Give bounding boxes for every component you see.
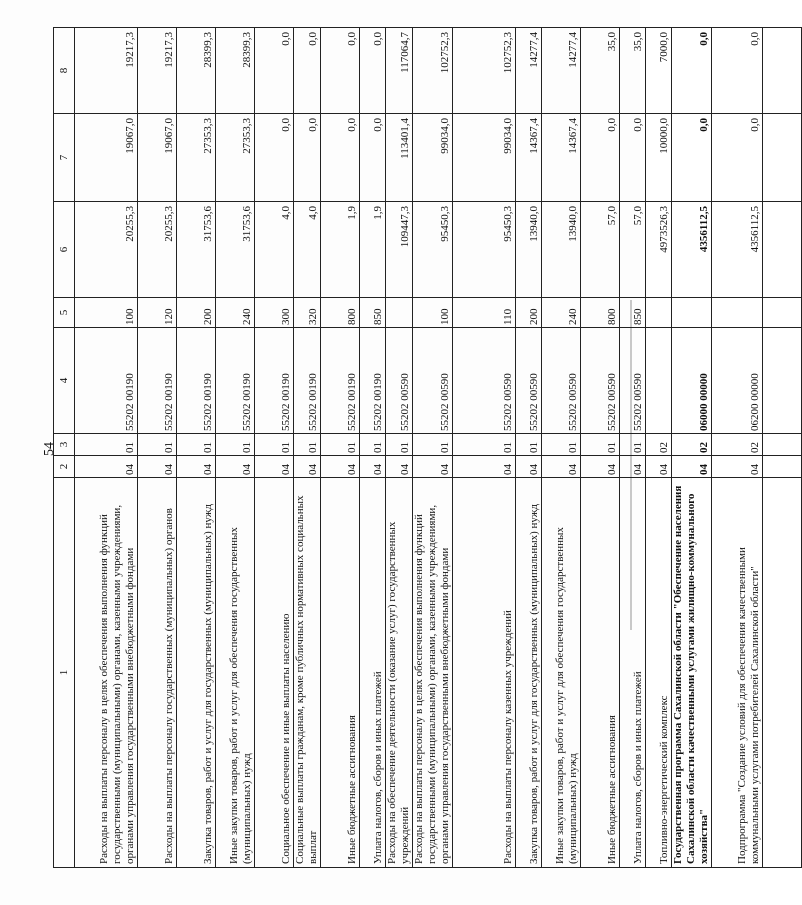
cell-expense-type [386,298,413,328]
cell-expense-type: 850 [620,298,646,328]
cell-col6: 13940,0 [516,202,542,298]
cell-col7: 99034,0 [413,114,453,202]
header-cell: 8 [54,28,75,114]
cell-col7: 99034,0 [453,114,516,202]
cell-col8: 14277,4 [542,28,581,114]
cell-col8: 35,0 [620,28,646,114]
cell-col6: 57,0 [581,202,620,298]
cell-target-code: 55202 00190 [321,328,360,434]
header-cell: 5 [54,298,75,328]
cell-col6 [763,202,802,298]
table-row [542,28,581,868]
cell-col7: 14367,4 [542,114,581,202]
cell-subsection: 01 [321,434,360,456]
cell-col7: 0,0 [294,114,321,202]
cell-subsection: 01 [294,434,321,456]
cell-col6: 109447,3 [386,202,413,298]
cell-col7: 0,0 [672,114,712,202]
cell-col6: 4356112,5 [672,202,712,298]
cell-subsection: 01 [413,434,453,456]
cell-section: 04 [360,456,386,478]
cell-col6: 57,0 [620,202,646,298]
budget-table [53,27,802,868]
cell-col8: 0,0 [294,28,321,114]
cell-subsection: 01 [138,434,177,456]
cell-section: 04 [75,456,138,478]
table-row [255,28,294,868]
cell-subsection [763,434,802,456]
cell-col8: 0,0 [255,28,294,114]
cell-col7: 0,0 [581,114,620,202]
cell-target-code: 55202 00190 [177,328,216,434]
table-row [646,28,672,868]
cell-col7: 0,0 [620,114,646,202]
cell-name: Иные закупки товаров, работ и услуг для обеспечения государственных (муниципальных) нужд [216,478,255,868]
cell-name: Социальное обеспечение и иные выплаты населению [255,478,294,868]
cell-target-code: 55202 00190 [255,328,294,434]
cell-col8: 0,0 [712,28,763,114]
cell-col8: 7000,0 [646,28,672,114]
cell-subsection: 01 [516,434,542,456]
cell-section: 04 [672,456,712,478]
cell-section: 04 [177,456,216,478]
cell-target-code: 06200 00000 [712,328,763,434]
cell-section: 04 [255,456,294,478]
table-row [581,28,620,868]
cell-col7: 10000,0 [646,114,672,202]
cell-expense-type: 240 [542,298,581,328]
cell-subsection: 01 [255,434,294,456]
cell-col6: 31753,6 [177,202,216,298]
cell-col8: 0,0 [321,28,360,114]
cell-col6: 1,9 [321,202,360,298]
cell-col7: 19067,0 [138,114,177,202]
cell-col8: 117064,7 [386,28,413,114]
header-cell: 7 [54,114,75,202]
cell-section: 04 [386,456,413,478]
header-cell: 2 [54,456,75,478]
cell-target-code: 55202 00590 [413,328,453,434]
cell-name: Расходы на выплаты персоналу казенных учреждений [453,478,516,868]
cell-expense-type [712,298,763,328]
cell-col7: 0,0 [712,114,763,202]
cell-expense-type: 100 [413,298,453,328]
table-row [712,28,763,868]
cell-col8: 28399,3 [216,28,255,114]
cell-name: Уплата налогов, сборов и иных платежей [360,478,386,868]
cell-expense-type: 800 [581,298,620,328]
cell-subsection: 01 [386,434,413,456]
rotated-table-container [53,28,761,868]
cell-expense-type [646,298,672,328]
cell-expense-type: 300 [255,298,294,328]
cell-col7: 0,0 [321,114,360,202]
cell-section: 04 [294,456,321,478]
cell-name: Иные бюджетные ассигнования [581,478,620,868]
cell-section [763,456,802,478]
cell-col6: 4356112,5 [712,202,763,298]
cell-section: 04 [581,456,620,478]
cell-target-code: 55202 00590 [516,328,542,434]
header-cell: 6 [54,202,75,298]
cell-target-code: 55202 00590 [386,328,413,434]
table-row [294,28,321,868]
cell-col6: 31753,6 [216,202,255,298]
table-row [453,28,516,868]
cell-name: Уплата налогов, сборов и иных платежей [620,478,646,868]
cell-col8 [763,28,802,114]
cell-name: Подпрограмма "Создание условий для обеспечения качественными коммунальными услугами потребителей Сахалинской области" [712,478,763,868]
cell-target-code: 55202 00190 [360,328,386,434]
cell-name: Государственная программа Сахалинской области "Обеспечение населения Сахалинской области качественными услугами жилищно-коммунального хозяйства" [672,478,712,868]
table-row [216,28,255,868]
table-row-section-total [672,28,712,868]
cell-subsection: 01 [542,434,581,456]
cell-target-code: 55202 00590 [453,328,516,434]
cell-expense-type: 100 [75,298,138,328]
cell-col7: 27353,3 [216,114,255,202]
cell-col8: 14277,4 [516,28,542,114]
cell-name: Топливно-энергетический комплекс [646,478,672,868]
cell-subsection: 01 [581,434,620,456]
table-row [138,28,177,868]
cell-name: Иные закупки товаров, работ и услуг для обеспечения государственных (муниципальных) нужд [542,478,581,868]
cell-col6: 4,0 [255,202,294,298]
cell-target-code: 55202 00190 [75,328,138,434]
cell-name: Закупка товаров, работ и услуг для государственных (муниципальных) нужд [516,478,542,868]
cell-name: Расходы на обеспечение деятельности (оказание услуг) государственных учреждений [386,478,413,868]
cell-section: 04 [542,456,581,478]
cell-section: 04 [620,456,646,478]
cell-col8: 102752,3 [413,28,453,114]
cell-name: Иные бюджетные ассигнования [321,478,360,868]
cell-col8: 19217,3 [138,28,177,114]
cell-subsection: 01 [216,434,255,456]
table-row [360,28,386,868]
cell-col7: 113401,4 [386,114,413,202]
cell-expense-type: 200 [516,298,542,328]
cell-expense-type: 120 [138,298,177,328]
cell-col6: 4973526,3 [646,202,672,298]
cell-target-code [763,328,802,434]
cell-col7: 0,0 [255,114,294,202]
cell-col8: 0,0 [360,28,386,114]
cell-section: 04 [321,456,360,478]
cell-target-code: 06000 00000 [672,328,712,434]
cell-col6: 20255,3 [75,202,138,298]
cell-subsection: 02 [712,434,763,456]
cell-col8: 102752,3 [453,28,516,114]
cell-subsection: 01 [620,434,646,456]
cell-name: Расходы на выплаты персоналу в целях обеспечения выполнения функций государственными (муниципальными) органами, казенными учреждениями, органами управления государственными внебюджетными фондами [413,478,453,868]
cell-expense-type: 200 [177,298,216,328]
page-number: 54 [42,442,57,456]
cell-col7: 19067,0 [75,114,138,202]
table-row [75,28,138,868]
cell-section: 04 [646,456,672,478]
cell-name: Расходы на выплаты персоналу государственных (муниципальных) органов [138,478,177,868]
table-row [763,28,802,868]
cell-expense-type: 800 [321,298,360,328]
cell-section: 04 [138,456,177,478]
header-cell: 1 [54,478,75,868]
cell-subsection: 01 [177,434,216,456]
table-row [413,28,453,868]
cell-target-code [646,328,672,434]
cell-target-code: 55202 00190 [216,328,255,434]
table-row [516,28,542,868]
cell-section: 04 [516,456,542,478]
table-row [620,28,646,868]
cell-target-code: 55202 00590 [542,328,581,434]
cell-col8: 0,0 [672,28,712,114]
cell-subsection: 01 [453,434,516,456]
cell-section: 04 [712,456,763,478]
header-cell: 3 [54,434,75,456]
table-row [177,28,216,868]
cell-target-code: 55202 00190 [294,328,321,434]
cell-col7: 27353,3 [177,114,216,202]
cell-expense-type: 850 [360,298,386,328]
cell-target-code: 55202 00190 [138,328,177,434]
cell-expense-type: 320 [294,298,321,328]
cell-col8: 35,0 [581,28,620,114]
cell-col8: 19217,3 [75,28,138,114]
cell-name: Расходы на выплаты персоналу в целях обеспечения выполнения функций государственными (муниципальными) органами, казенными учреждениями, органами управления государственными внебюджетными фондами [75,478,138,868]
cell-expense-type [672,298,712,328]
cell-col6: 4,0 [294,202,321,298]
cell-subsection: 01 [75,434,138,456]
cell-col6: 20255,3 [138,202,177,298]
cell-col7 [763,114,802,202]
cell-subsection: 02 [672,434,712,456]
cell-name: Закупка товаров, работ и услуг для государственных (муниципальных) нужд [177,478,216,868]
cell-col6: 95450,3 [453,202,516,298]
cell-name [763,478,802,868]
cell-col7: 0,0 [360,114,386,202]
cell-target-code: 55202 00590 [581,328,620,434]
table-row [386,28,413,868]
cell-expense-type: 240 [216,298,255,328]
cell-section: 04 [453,456,516,478]
cell-col6: 95450,3 [413,202,453,298]
header-row [54,28,75,868]
cell-col6: 13940,0 [542,202,581,298]
cell-expense-type [763,298,802,328]
cell-col7: 14367,4 [516,114,542,202]
cell-col6: 1,9 [360,202,386,298]
cell-expense-type: 110 [453,298,516,328]
cell-subsection: 01 [360,434,386,456]
cell-col8: 28399,3 [177,28,216,114]
header-cell: 4 [54,328,75,434]
cell-target-code: 55202 00590 [620,328,646,434]
cell-name: Социальные выплаты гражданам, кроме публичных нормативных социальных выплат [294,478,321,868]
table-row [321,28,360,868]
cell-section: 04 [216,456,255,478]
cell-subsection: 02 [646,434,672,456]
cell-section: 04 [413,456,453,478]
